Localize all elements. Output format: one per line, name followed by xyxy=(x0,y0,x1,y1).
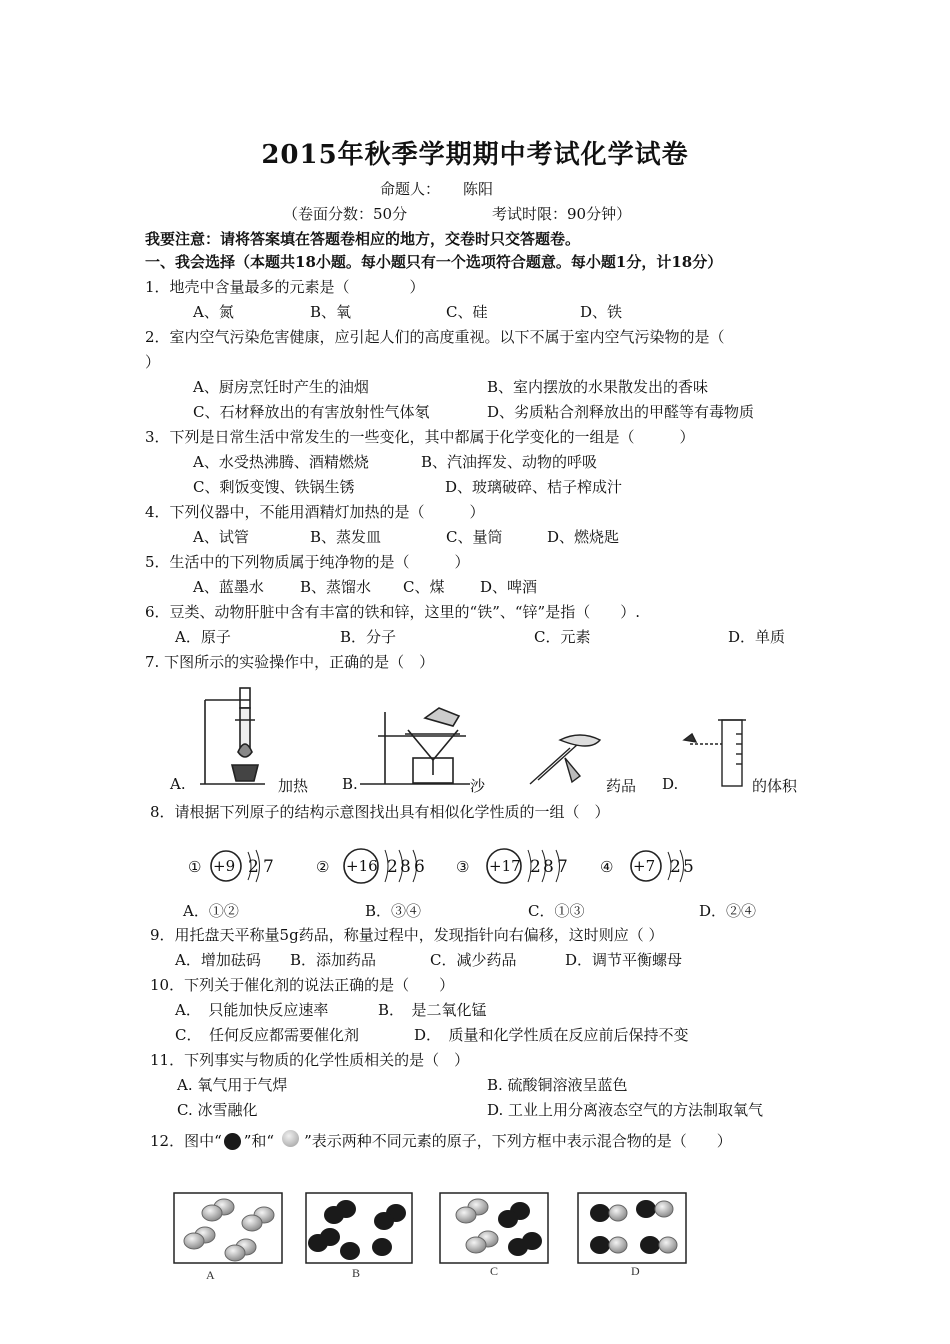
option: A．原子 xyxy=(175,628,231,646)
option: A、厨房烹饪时产生的油烟 xyxy=(193,378,369,396)
option: B．分子 xyxy=(340,628,397,646)
option: B． 是二氧化锰 xyxy=(378,1001,487,1019)
figure-label: B. xyxy=(342,775,358,793)
atom-diagram xyxy=(600,840,700,896)
option: A. 氧气用于气焊 xyxy=(177,1076,288,1094)
stem-part: ”表示两种不同元素的原子，下列方框中表示混合物的是（ ） xyxy=(304,1132,732,1150)
option: C、煤 xyxy=(403,578,445,596)
atom-diagram xyxy=(456,840,576,896)
atom-shell: 2 xyxy=(530,857,541,877)
atom-shell: 5 xyxy=(683,857,694,877)
atom-shell: 7 xyxy=(263,857,274,877)
stem-part: ”和“ xyxy=(243,1132,275,1150)
atom-index: ③ xyxy=(456,858,470,876)
option: D、劣质粘合剂释放出的甲醛等有毒物质 xyxy=(487,403,755,421)
option: B、氧 xyxy=(310,303,352,321)
figure-caption: 加热 xyxy=(278,777,309,795)
atom-shell: 2 xyxy=(387,857,398,877)
measuring-cylinder-icon xyxy=(684,720,746,786)
question-stem: 11．下列事实与物质的化学性质相关的是（ ） xyxy=(150,1051,470,1069)
option: A． 只能加快反应速率 xyxy=(175,1001,329,1019)
add-reagent-icon xyxy=(530,735,600,784)
question-stem: 4．下列仪器中，不能用酒精灯加热的是（ ） xyxy=(145,503,485,521)
box-label: D xyxy=(631,1264,640,1278)
time-info: 考试时限：90分钟） xyxy=(492,205,632,223)
figure-label: D. xyxy=(662,775,679,793)
box-label: A xyxy=(206,1268,215,1282)
box-label: C xyxy=(490,1264,499,1278)
atom-shell: 6 xyxy=(414,857,425,877)
option: B、室内摆放的水果散发出的香味 xyxy=(487,378,709,396)
atom-diagram xyxy=(316,840,436,896)
option: D． 质量和化学性质在反应前后保持不变 xyxy=(414,1026,689,1044)
atom-nucleus: +7 xyxy=(633,857,656,875)
section-heading: 一、我会选择（本题共18小题。每小题只有一个选项符合题意。每小题1分，计18分） xyxy=(145,253,723,271)
option: C．①③ xyxy=(528,902,585,920)
option: A．增加砝码 xyxy=(175,951,261,969)
figure-label: A. xyxy=(170,775,186,793)
box-label: B xyxy=(352,1266,361,1280)
stem-part: 12．图中“ xyxy=(150,1132,222,1150)
question-stem: 2．室内空气污染危害健康，应引起人们的高度重视。以下不属于室内空气污染物的是（ xyxy=(145,328,725,346)
atom-shell: 2 xyxy=(670,857,681,877)
option: D、铁 xyxy=(580,303,623,321)
option: C. 冰雪融化 xyxy=(177,1101,258,1119)
option: B．添加药品 xyxy=(290,951,377,969)
atom-diagram xyxy=(188,840,288,896)
option: A、水受热沸腾、酒精燃烧 xyxy=(193,453,369,471)
option: A．①② xyxy=(183,902,239,920)
atom-shell: 7 xyxy=(557,857,568,877)
question-stem: 6．豆类、动物肝脏中含有丰富的铁和锌，这里的“铁”、“锌”是指（ ）. xyxy=(145,603,640,621)
figure-caption: 药品 xyxy=(606,777,637,795)
option: C、石材释放出的有害放射性气体氡 xyxy=(193,403,430,421)
option: B．③④ xyxy=(365,902,422,920)
atom-index: ① xyxy=(188,858,202,876)
option: C、剩饭变馊、铁锅生锈 xyxy=(193,478,355,496)
option: D．单质 xyxy=(728,628,786,646)
filtration-apparatus-icon xyxy=(360,708,470,784)
atom-nucleus: +16 xyxy=(346,857,378,875)
option: C、硅 xyxy=(446,303,488,321)
question-stem: 9．用托盘天平称量5g药品，称量过程中，发现指针向右偏移，这时则应（ ） xyxy=(150,926,664,944)
author-label: 命题人： xyxy=(380,180,441,198)
notice: 我要注意：请将答案填在答题卷相应的地方，交卷时只交答题卷。 xyxy=(145,230,581,248)
option: C．减少药品 xyxy=(430,951,517,969)
option: C、量筒 xyxy=(446,528,503,546)
option: D. 工业上用分离液态空气的方法制取氧气 xyxy=(487,1101,764,1119)
box-a xyxy=(174,1193,282,1263)
question-stem-cont: ） xyxy=(145,353,161,371)
option: B、汽油挥发、动物的呼吸 xyxy=(421,453,598,471)
option: C．元素 xyxy=(534,628,591,646)
author-name: 陈阳 xyxy=(463,180,494,198)
option: D、玻璃破碎、桔子榨成汁 xyxy=(445,478,623,496)
option: D、啤酒 xyxy=(480,578,538,596)
option: C． 任何反应都需要催化剂 xyxy=(175,1026,359,1044)
atom-nucleus: +9 xyxy=(213,857,236,875)
question-stem: 1．地壳中含量最多的元素是（ ） xyxy=(145,278,425,296)
atom-nucleus: +17 xyxy=(489,857,521,875)
option: B. 硫酸铜溶液呈蓝色 xyxy=(487,1076,628,1094)
option: D．调节平衡螺母 xyxy=(565,951,683,969)
box-d xyxy=(578,1193,686,1263)
figure-caption: 沙 xyxy=(470,777,486,795)
molecule-boxes-figure xyxy=(0,1185,950,1285)
atom-index: ④ xyxy=(600,858,614,876)
dark-atom-icon xyxy=(222,1133,244,1149)
score-info: （卷面分数：50分 xyxy=(283,205,408,223)
option: B、蒸发皿 xyxy=(310,528,382,546)
option: D．②④ xyxy=(699,902,757,920)
option: D、燃烧匙 xyxy=(547,528,620,546)
question-stem xyxy=(150,1130,732,1151)
box-c xyxy=(440,1193,548,1263)
question-stem: 5．生活中的下列物质属于纯净物的是（ ） xyxy=(145,553,470,571)
page-title: 2015年秋季学期期中考试化学试卷 xyxy=(261,140,689,170)
question-stem: 10．下列关于催化剂的说法正确的是（ ） xyxy=(150,976,455,994)
atom-shell: 8 xyxy=(400,857,411,877)
atom-shell: 8 xyxy=(543,857,554,877)
question-stem: 7. 下图所示的实验操作中，正确的是（ ） xyxy=(145,653,435,671)
question-stem: 8．请根据下列原子的结构示意图找出具有相似化学性质的一组（ ） xyxy=(150,803,610,821)
atom-index: ② xyxy=(316,858,330,876)
option: A、试管 xyxy=(193,528,249,546)
box-b xyxy=(306,1193,412,1263)
heating-apparatus-icon xyxy=(200,688,265,784)
option: B、蒸馏水 xyxy=(300,578,372,596)
option: A、蓝墨水 xyxy=(193,578,264,596)
atom-shell: 2 xyxy=(248,857,259,877)
light-atom-icon xyxy=(274,1133,304,1149)
figure-caption: 的体积 xyxy=(752,777,798,795)
option: A、氮 xyxy=(193,303,234,321)
question-stem: 3．下列是日常生活中常发生的一些变化，其中都属于化学变化的一组是（ ） xyxy=(145,428,695,446)
